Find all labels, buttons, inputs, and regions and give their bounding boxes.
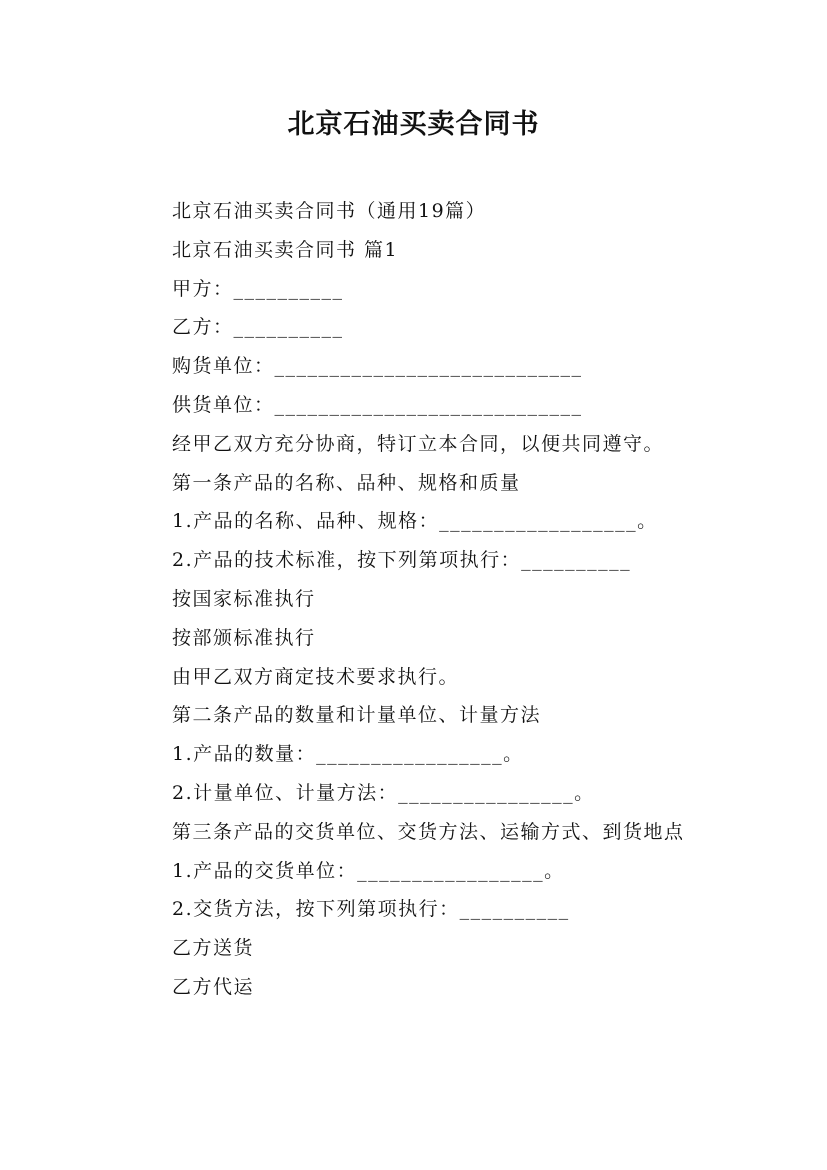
paragraph-line: 北京石油买卖合同书 篇1 bbox=[172, 238, 399, 261]
paragraph-line: 1.产品的数量：_________________。 bbox=[172, 743, 524, 766]
paragraph-line: 第二条产品的数量和计量单位、计量方法 bbox=[172, 704, 542, 727]
paragraph-line: 按国家标准执行 bbox=[172, 587, 316, 610]
paragraph-line: 经甲乙双方充分协商，特订立本合同，以便共同遵守。 bbox=[172, 432, 665, 455]
paragraph-line: 第三条产品的交货单位、交货方法、运输方式、到货地点 bbox=[172, 820, 685, 843]
paragraph-line: 1.产品的交货单位：_________________。 bbox=[172, 859, 565, 882]
paragraph-line: 购货单位：____________________________ bbox=[172, 355, 583, 378]
paragraph-line: 乙方送货 bbox=[172, 937, 255, 960]
paragraph-line: 2.交货方法，按下列第项执行：__________ bbox=[172, 898, 570, 921]
paragraph-line: 2.计量单位、计量方法：________________。 bbox=[172, 781, 595, 804]
document-title: 北京石油买卖合同书 bbox=[287, 109, 540, 140]
paragraph-line: 第一条产品的名称、品种、规格和质量 bbox=[172, 471, 521, 494]
paragraph-line: 甲方：__________ bbox=[172, 277, 344, 300]
paragraph-line: 1.产品的名称、品种、规格：__________________。 bbox=[172, 510, 658, 533]
paragraph-line: 乙方：__________ bbox=[172, 316, 344, 339]
paragraph-line: 按部颁标准执行 bbox=[172, 626, 316, 649]
document-body bbox=[128, 192, 718, 1007]
paragraph-line: 2.产品的技术标准，按下列第项执行：__________ bbox=[172, 549, 632, 572]
paragraph-line: 由甲乙双方商定技术要求执行。 bbox=[172, 665, 460, 688]
paragraph-line: 乙方代运 bbox=[172, 975, 255, 998]
paragraph-line: 供货单位：____________________________ bbox=[172, 393, 583, 416]
paragraph-line: 北京石油买卖合同书（通用19篇） bbox=[172, 200, 487, 222]
